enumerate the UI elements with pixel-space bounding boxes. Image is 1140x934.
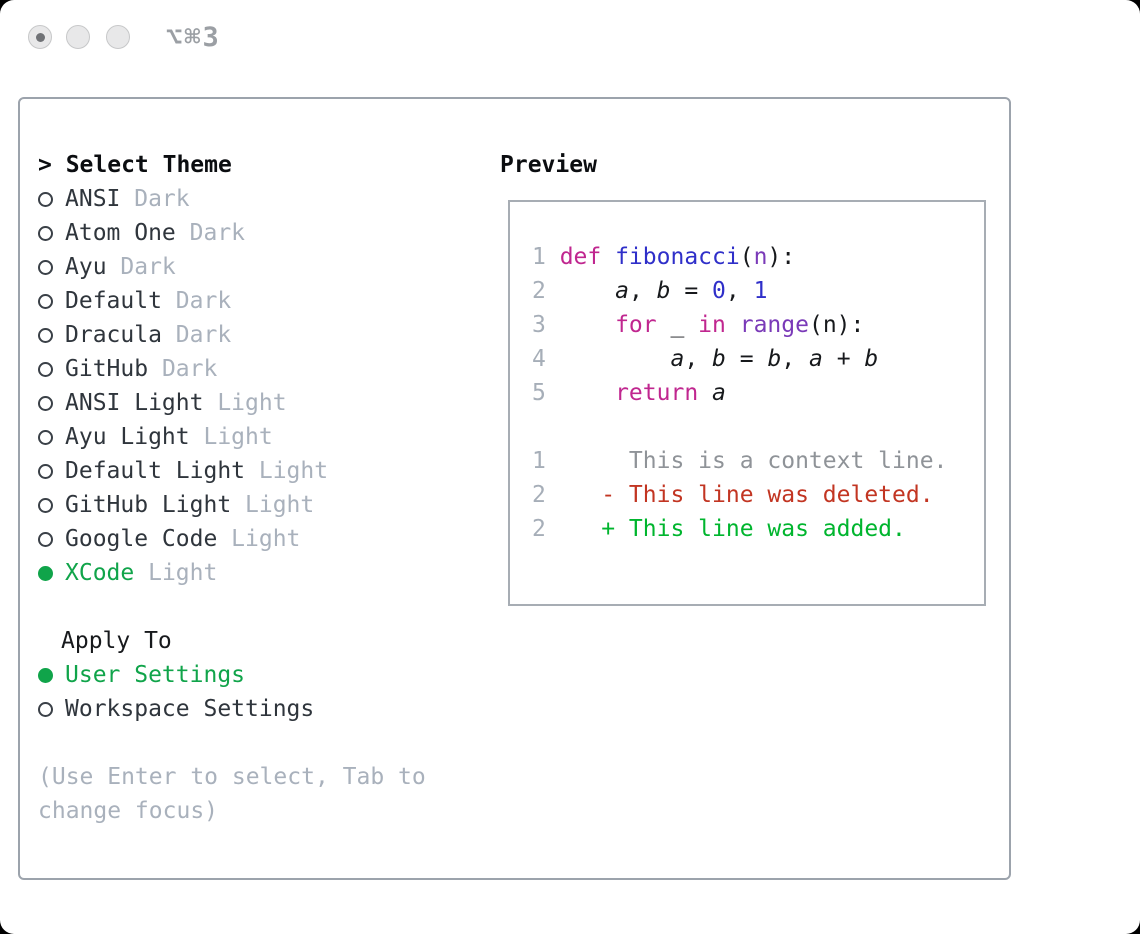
option-variant-label: Dark	[161, 356, 218, 382]
line-number: 3	[532, 312, 546, 338]
apply-option-user-settings[interactable]	[38, 658, 314, 692]
radio-icon	[38, 328, 53, 343]
theme-column	[38, 148, 328, 590]
apply-to-list	[38, 658, 314, 726]
radio-icon	[38, 396, 53, 411]
preview-code	[532, 240, 947, 546]
radio-icon	[38, 464, 53, 479]
code-line: 3 for _ in range(n):	[532, 308, 947, 342]
keyboard-shortcut-label: ⌥⌘3	[166, 22, 221, 53]
option-variant-label: Dark	[175, 288, 232, 314]
radio-icon	[38, 260, 53, 275]
window-control-2[interactable]	[66, 25, 90, 49]
option-label: GitHub	[65, 356, 149, 382]
radio-icon	[38, 702, 53, 717]
option-label: ANSI	[65, 186, 121, 212]
option-variant-label: Light	[258, 458, 329, 484]
theme-item-default-light[interactable]	[38, 454, 328, 488]
theme-item-atom-one[interactable]	[38, 216, 328, 250]
code-line: 5 return a	[532, 376, 947, 410]
radio-icon	[38, 362, 53, 377]
option-label: Dracula	[65, 322, 162, 348]
apply-to-title: Apply To	[61, 628, 172, 654]
diff-block	[532, 444, 947, 546]
option-label: User Settings	[65, 662, 246, 688]
theme-item-google-code[interactable]	[38, 522, 328, 556]
preview-title: Preview	[500, 152, 597, 178]
option-label: Atom One	[65, 220, 176, 246]
option-label: Ayu Light	[65, 424, 190, 450]
apply-option-workspace-settings[interactable]	[38, 692, 314, 726]
window-control-3[interactable]	[106, 25, 130, 49]
option-label: Default	[65, 288, 162, 314]
option-variant-label: Dark	[134, 186, 190, 212]
radio-icon	[38, 226, 53, 241]
theme-item-ansi-light[interactable]	[38, 386, 328, 420]
option-label: XCode	[65, 560, 135, 586]
option-variant-label: Light	[217, 390, 287, 416]
line-number: 2	[532, 482, 546, 508]
active-window-dot-icon	[36, 33, 45, 42]
option-variant-label: Light	[203, 424, 273, 450]
theme-item-ansi[interactable]	[38, 182, 328, 216]
option-label: Workspace Settings	[65, 696, 315, 722]
option-label: Ayu	[65, 254, 107, 280]
theme-item-ayu-light[interactable]	[38, 420, 328, 454]
theme-item-github[interactable]	[38, 352, 328, 386]
option-label: ANSI Light	[65, 390, 204, 416]
theme-item-xcode[interactable]	[38, 556, 328, 590]
option-variant-label: Dark	[175, 322, 232, 348]
line-number: 1	[532, 244, 546, 270]
diff-line: 2 + This line was added.	[532, 512, 947, 546]
line-number: 2	[532, 516, 546, 542]
code-line: 4 a, b = b, a + b	[532, 342, 947, 376]
hint-line-2: change focus)	[38, 798, 219, 824]
theme-list-title-text: Select Theme	[65, 152, 232, 178]
radio-icon	[38, 498, 53, 513]
option-variant-label: Dark	[189, 220, 246, 246]
line-number: 2	[532, 278, 546, 304]
theme-list-title	[38, 148, 328, 182]
line-number: 5	[532, 380, 546, 406]
code-line: 2 a, b = 0, 1	[532, 274, 947, 308]
radio-icon	[38, 430, 53, 445]
theme-item-ayu[interactable]	[38, 250, 328, 284]
option-label: Default Light	[65, 458, 246, 484]
code-block	[532, 240, 947, 410]
window-control-1[interactable]	[28, 25, 52, 49]
line-number: 4	[532, 346, 546, 372]
preview-box	[508, 200, 986, 606]
diff-line: 1 This is a context line.	[532, 444, 947, 478]
usage-hint	[38, 760, 426, 828]
diff-line: 2 - This line was deleted.	[532, 478, 947, 512]
theme-item-default[interactable]	[38, 284, 328, 318]
apply-to-section	[38, 624, 314, 726]
radio-icon	[38, 192, 53, 207]
radio-icon	[38, 294, 53, 309]
focus-caret-icon: >	[38, 152, 52, 178]
theme-list	[38, 182, 328, 590]
option-variant-label: Light	[245, 492, 315, 518]
option-label: GitHub Light	[65, 492, 232, 518]
theme-item-dracula[interactable]	[38, 318, 328, 352]
option-variant-label: Light	[231, 526, 301, 552]
radio-icon	[38, 532, 53, 547]
option-label: Google Code	[65, 526, 218, 552]
main-panel	[18, 97, 1011, 880]
theme-item-github-light[interactable]	[38, 488, 328, 522]
option-variant-label: Light	[148, 560, 218, 586]
radio-selected-icon	[38, 668, 53, 683]
option-variant-label: Dark	[120, 254, 176, 280]
line-number: 1	[532, 448, 546, 474]
radio-selected-icon	[38, 566, 53, 581]
code-line: 1 def fibonacci(n):	[532, 240, 947, 274]
hint-line-1: (Use Enter to select, Tab to	[38, 764, 426, 790]
